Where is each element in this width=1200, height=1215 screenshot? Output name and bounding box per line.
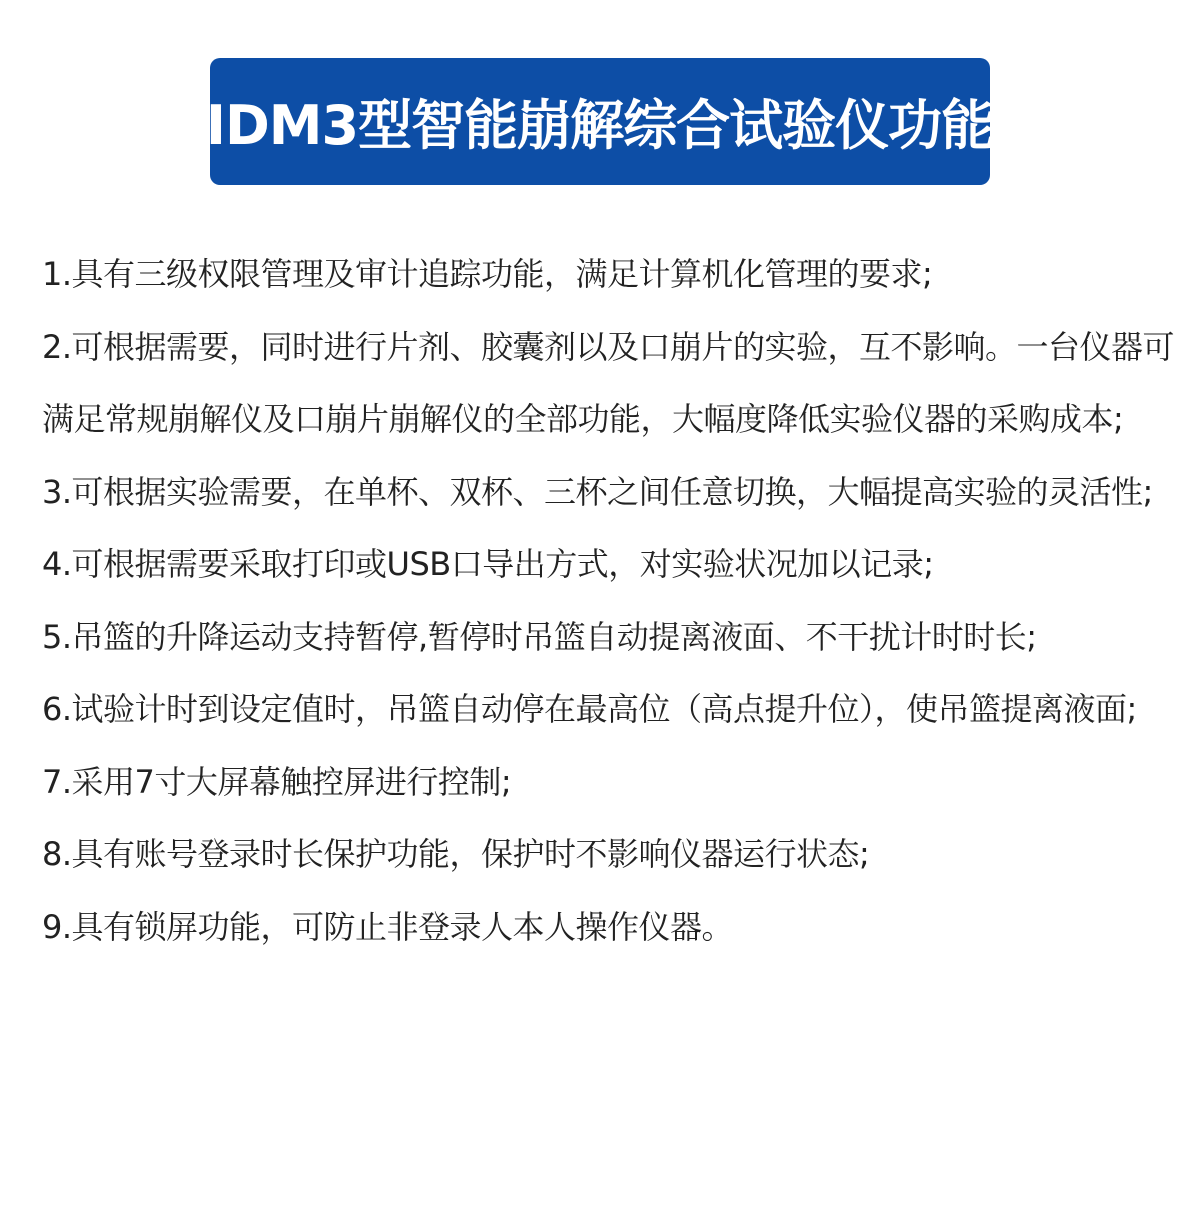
feature-item-8: 8.具有账号登录时长保护功能，保护时不影响仪器运行状态; xyxy=(42,835,870,873)
feature-item-3: 3.可根据实验需要，在单杯、双杯、三杯之间任意切换，大幅提高实验的灵活性; xyxy=(42,472,1153,511)
feature-item-7: 7.采用7寸大屏幕触控屏进行控制; xyxy=(42,762,512,801)
feature-item-2: 2.可根据需要，同时进行片剂、胶囊剂以及口崩片的实验，互不影响。一台仪器可满足常规崩解仪及口崩片崩解仪的全部功能，大幅度降低实验仪器的采购成本; xyxy=(42,327,1175,438)
feature-item-1: 1.具有三级权限管理及审计追踪功能，满足计算机化管理的要求; xyxy=(42,255,933,293)
feature-item-4: 4.可根据需要采取打印或USB口导出方式，对实验状况加以记录; xyxy=(42,545,934,583)
feature-list xyxy=(42,238,1177,963)
title-banner xyxy=(205,58,995,185)
feature-item-6: 6.试验计时到设定值时，吊篮自动停在最高位（高点提升位），使吊篮提离液面; xyxy=(42,690,1137,728)
feature-item-5: 5.吊篮的升降运动支持暂停,暂停时吊篮自动提离液面、不干扰计时时长; xyxy=(42,617,1037,656)
page-title: IDM3型智能崩解综合试验仪功能 xyxy=(205,94,995,157)
feature-item-9: 9.具有锁屏功能，可防止非登录人本人操作仪器。 xyxy=(42,907,734,946)
